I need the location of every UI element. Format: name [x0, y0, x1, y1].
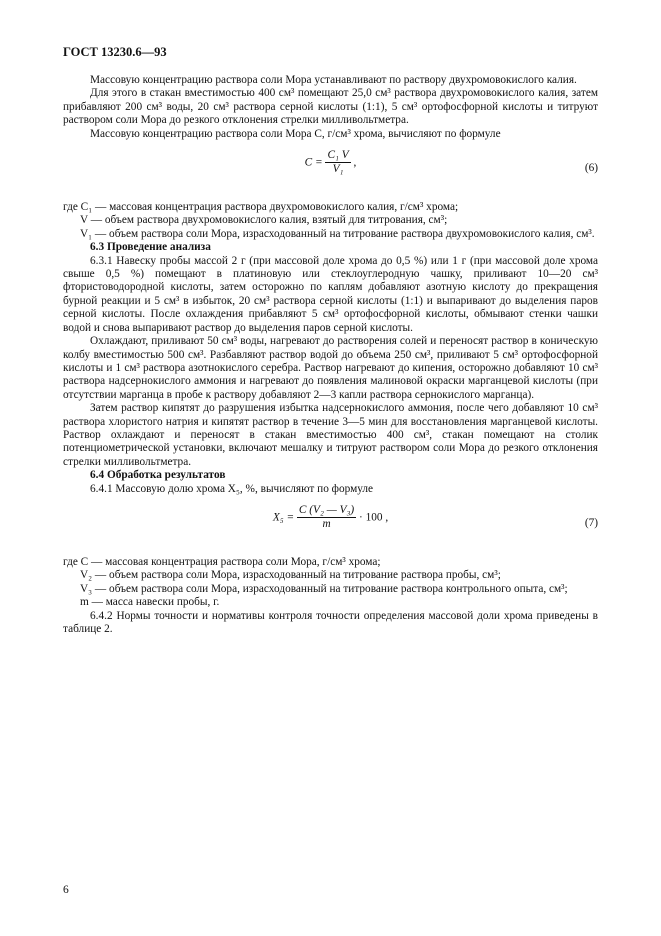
formula-number: (6)	[584, 162, 598, 175]
formula-6	[63, 149, 598, 195]
paragraph: 6.4.2 Нормы точности и нормативы контроля точности определения массовой доли хрома приведены в таблице 2.	[63, 609, 598, 635]
formula-denominator: m	[322, 518, 331, 531]
document-body	[63, 74, 598, 636]
formula-tail: ,	[353, 156, 357, 169]
formula-fraction	[297, 504, 356, 532]
paragraph: 6.4.1 Массовую долю хрома X₅, %, вычисляют по формуле	[90, 482, 374, 495]
formula-lhs: X₅ =	[272, 511, 295, 524]
paragraph: Охлаждают, приливают 50 см³ воды, нагревают до растворения солей и переносят раствор в коническую колбу вместимостью 500 см³. Разбавляют раствор водой до объема 250 см³, приливают 5 см³ ортофосфорной кислоты и 1 см³ раствора азотнокислого серебра. Раствор нагревают до кипения, осторожно добавляют 10 см³ раствора надсернокислого аммония и нагревают до появления малиновой окраски марганцевой кислоты (при отсутствии марганца в пробе к раствору добавляют 2—3 капли раствора сернокислого марганца).	[63, 335, 598, 401]
definition-item: V — объем раствора двухромовокислого калия, взятый для титрования, см³;	[80, 214, 448, 227]
section-heading: 6.4 Обработка результатов	[90, 469, 226, 482]
page-number: 6	[63, 884, 69, 896]
formula-7	[63, 504, 598, 550]
formula-numerator: C (V₂ — V₃)	[297, 504, 356, 518]
formula-fraction	[325, 149, 350, 177]
formula-number: (7)	[584, 516, 598, 529]
definition-item: V₂ — объем раствора соли Мора, израсходованный на титрование раствора пробы, см³;	[80, 569, 501, 582]
paragraph: Массовую концентрацию раствора соли Мора устанавливают по раствору двухромовокислого калия.	[90, 74, 577, 86]
paragraph: Массовую концентрацию раствора соли Мора С, г/см³ хрома, вычисляют по формуле	[90, 127, 501, 140]
paragraph: Для этого в стакан вместимостью 400 см³ помещают 25,0 см³ раствора двухромовокислого калия, затем прибавляют 200 см³ воды, 20 см³ раствора серной кислоты (1:1), 5 см³ ортофосфорной кислоты и титруют раствором соли Мора до резкого отклонения стрелки милливольтметра.	[63, 87, 598, 127]
definition-item: V₁ — объем раствора соли Мора, израсходованный на титрование раствора двухромовокислого калия, см³.	[80, 227, 595, 240]
formula-numerator: C₁ V	[325, 149, 350, 163]
paragraph: Затем раствор кипятят до разрушения избытка надсернокислого аммония, после чего добавляют 10 см³ раствора хлористого натрия и кипятят раствор в течение 3—5 мин для восстановления марганцевой кислоты. Раствор охлаждают и переносят в стакан вместимостью 400 см³, стакан помещают на столик потенциометрической установки, включают мешалку и титруют раствором соли Мора до резкого отклонения стрелки милливольтметра.	[63, 402, 598, 468]
definition-item: где C — массовая концентрация раствора соли Мора, г/см³ хрома;	[63, 555, 381, 568]
formula-lhs: C =	[304, 156, 323, 169]
definition-item: V₃ — объем раствора соли Мора, израсходованный на титрование раствора контрольного опыта, см³;	[80, 582, 568, 595]
section-heading: 6.3 Проведение анализа	[90, 241, 211, 254]
definitions-7	[63, 556, 598, 610]
definition-item: m — масса навески пробы, г.	[80, 596, 220, 609]
formula-denominator: V₁	[332, 163, 344, 176]
formula-tail: · 100 ,	[358, 511, 389, 524]
paragraph: 6.3.1 Навеску пробы массой 2 г (при массовой доле хрома до 0,5 %) или 1 г (при массовой доле хрома свыше 0,5 %) помещают в платиновую или стеклоуглеродную чашку, приливают 10—20 см³ фтористоводородной кислоты, затем осторожно по каплям добавляют азотную кислоту до прекращения бурной реакции и 5 см³ в избыток, 20 см³ раствора серной кислоты (1:1) и выпаривают до выделения паров серной кислоты. После охлаждения прибавляют 5 см³ ортофосфорной кислоты, обмывают стенки чашки водой и снова выпаривают раствор до выделения паров серной кислоты.	[63, 254, 598, 334]
definitions-6	[63, 201, 598, 241]
definition-item: где C₁ — массовая концентрация раствора двухромовокислого калия, г/см³ хрома;	[63, 201, 459, 214]
document-header: ГОСТ 13230.6—93	[63, 45, 167, 59]
